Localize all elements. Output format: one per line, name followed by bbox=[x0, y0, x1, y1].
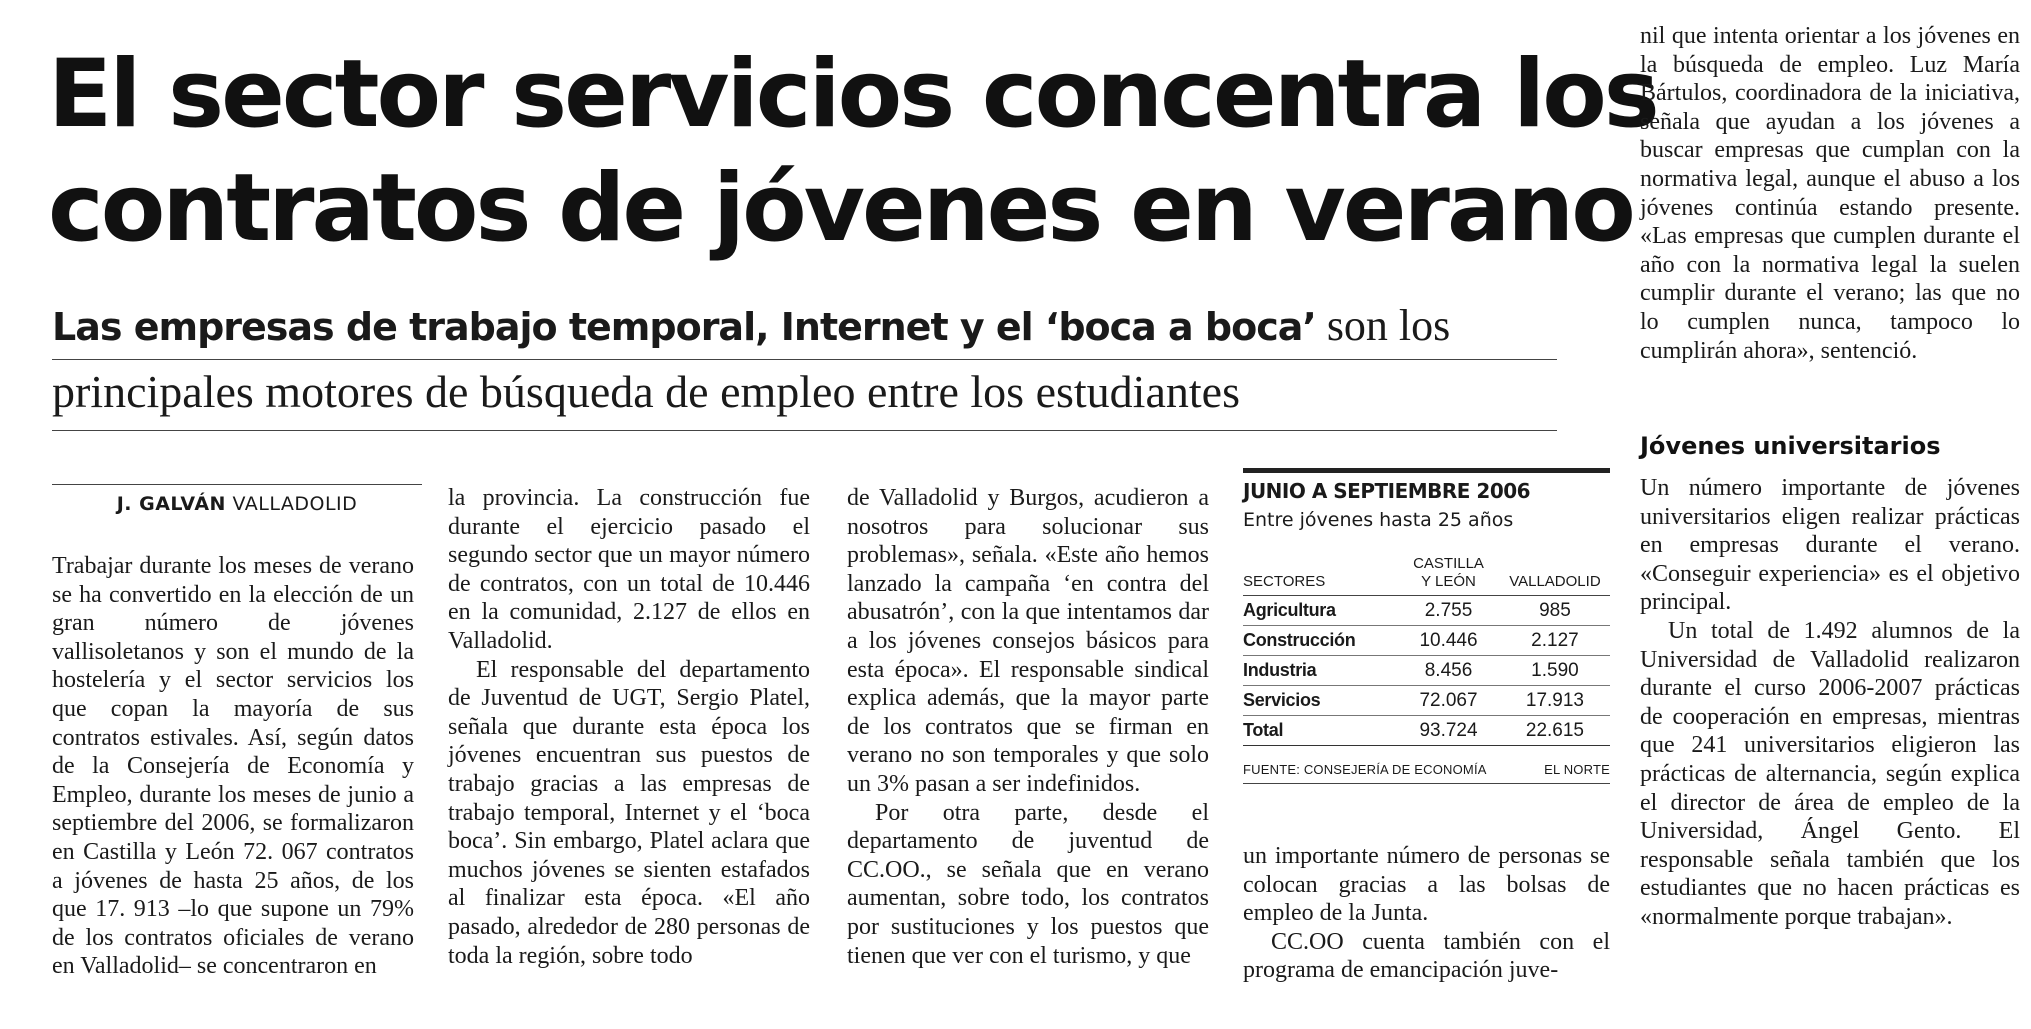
table-source bbox=[1243, 762, 1610, 784]
header-y-leon: Y LEÓN bbox=[1421, 573, 1476, 590]
cell-castilla-leon: 2.755 bbox=[1397, 596, 1500, 626]
paragraph: un importante número de personas se colocan gracias a las bolsas de empleo de la Junta. bbox=[1243, 843, 1610, 927]
section-heading: Jóvenes universitarios bbox=[1640, 432, 1941, 460]
row-label: Agricultura bbox=[1243, 596, 1397, 626]
table-row bbox=[1243, 596, 1610, 626]
subheadline-bold: Las empresas de trabajo temporal, Internet y el ‘boca a boca’ bbox=[52, 305, 1316, 349]
paragraph: El responsable del departamento de Juventud de UGT, Sergio Platel, señala que durante esta época los jóvenes encuentran sus puestos de trabajo gracias a las empresas de trabajo temporal, Internet y el ‘boca boca’. Sin embargo, Platel aclara que muchos jóvenes se sienten estafados al finalizar esta época. «El año pasado, alrededor de 280 personas de toda la región, sobre todo bbox=[448, 656, 810, 969]
table-source-text: FUENTE: CONSEJERÍA DE ECONOMÍA bbox=[1243, 762, 1487, 777]
paragraph: de Valladolid y Burgos, acudieron a nosotros para solucionar sus problemas», señala. «Este año hemos lanzado la campaña ‘en contra del abusatrón’, con la que intentamos dar a los jóvenes consejos básicos para esta época». El responsable sindical explica además, que la mayor parte de los contratos que se firman en verano no son temporales y que solo un 3% pasan a ser indefinidos. bbox=[847, 485, 1209, 797]
cell-castilla-leon: 10.446 bbox=[1397, 626, 1500, 656]
subheadline-line-2: principales motores de búsqueda de empleo entre los estudiantes bbox=[52, 364, 1557, 431]
paragraph: Un total de 1.492 alumnos de la Universidad de Valladolid realizaron durante el curso 2006-2007 prácticas de cooperación en empresas, mientras que 241 universitarios eligieron las prácticas de alternancia, según explica el director de área de empleo de la Universidad, Ángel Gento. El responsable señala también que los estudiantes que no hacen prácticas es «normalmente porque trabajan». bbox=[1640, 617, 2020, 930]
table-row-total bbox=[1243, 716, 1610, 746]
table-credit: EL NORTE bbox=[1544, 762, 1610, 777]
headline bbox=[48, 38, 1657, 266]
paragraph: Trabajar durante los meses de verano se ha convertido en la elección de un gran número de jóvenes vallisoletanos y son el mundo de la hostelería y el sector servicios los que copan la mayoría de sus contratos estivales. Así, según datos de la Consejería de Economía y Empleo, durante los meses de junio a septiembre del 2006, se formalizaron en Castilla y León 72. 067 contratos a jóvenes de hasta 25 años, de los que 17. 913 –lo que supone un 79% de los contratos oficiales de verano en Valladolid– se concentraron en bbox=[52, 553, 414, 980]
table-row bbox=[1243, 656, 1610, 686]
table-row bbox=[1243, 686, 1610, 716]
cell-valladolid: 17.913 bbox=[1500, 686, 1610, 716]
contracts-table bbox=[1243, 555, 1610, 746]
subheadline-line-1 bbox=[52, 298, 1557, 360]
header-castilla-leon bbox=[1397, 555, 1500, 596]
article-column-5-bottom bbox=[1640, 474, 2020, 932]
cell-valladolid: 22.615 bbox=[1500, 716, 1610, 746]
article-column-2 bbox=[448, 484, 810, 970]
cell-castilla-leon: 93.724 bbox=[1397, 716, 1500, 746]
table-title: JUNIO A SEPTIEMBRE 2006 bbox=[1243, 479, 1531, 503]
article-column-5-top bbox=[1640, 22, 2020, 365]
cell-castilla-leon: 8.456 bbox=[1397, 656, 1500, 686]
cell-valladolid: 1.590 bbox=[1500, 656, 1610, 686]
paragraph: la provincia. La construcción fue durante el ejercicio pasado el segundo sector que un mayor número de contratos, con un total de 10.446 en la comunidad, 2.127 de ellos en Valladolid. bbox=[448, 485, 810, 654]
paragraph: CC.OO cuenta también con el programa de emancipación juve- bbox=[1243, 928, 1610, 984]
paragraph: Por otra parte, desde el departamento de juventud de CC.OO., se señala que en verano aumentan, sobre todo, los contratos por sustituciones y los puestos que tienen que ver con el turismo, y que bbox=[847, 799, 1209, 969]
paragraph: Un número importante de jóvenes universitarios eligen realizar prácticas en empresas durante el verano. «Conseguir experiencia» es el objetivo principal. bbox=[1640, 475, 2020, 616]
cell-valladolid: 985 bbox=[1500, 596, 1610, 626]
table-subtitle: Entre jóvenes hasta 25 años bbox=[1243, 509, 1514, 531]
cell-valladolid: 2.127 bbox=[1500, 626, 1610, 656]
article-column-1 bbox=[52, 552, 414, 981]
table-header-row bbox=[1243, 555, 1610, 596]
paragraph: nil que intenta orientar a los jóvenes en la búsqueda de empleo. Luz María Bártulos, coordinadora de la iniciativa, señala que ayudan a los jóvenes a buscar empresas que cumplan con la normativa legal, aunque el abuso a los jóvenes continúa estando presente. «Las empresas que cumplen durante el año con la normativa legal la suelen cumplir durante el verano; las que no lo cumplen nunca, tampoco lo cumplirán ahora», sentenció. bbox=[1640, 23, 2020, 364]
byline-city: VALLADOLID bbox=[225, 493, 358, 515]
row-label: Construcción bbox=[1243, 626, 1397, 656]
article-column-4 bbox=[1243, 842, 1610, 985]
cell-castilla-leon: 72.067 bbox=[1397, 686, 1500, 716]
headline-line-2: contratos de jóvenes en verano bbox=[48, 154, 1633, 263]
byline bbox=[52, 484, 422, 515]
headline-line-1: El sector servicios concentra los bbox=[48, 40, 1657, 149]
article-column-3 bbox=[847, 484, 1209, 970]
row-label: Servicios bbox=[1243, 686, 1397, 716]
row-label: Industria bbox=[1243, 656, 1397, 686]
byline-author: J. GALVÁN bbox=[116, 493, 226, 515]
header-sectores: SECTORES bbox=[1243, 555, 1397, 596]
data-table-box bbox=[1243, 468, 1610, 784]
table-row bbox=[1243, 626, 1610, 656]
subheadline-normal: son los bbox=[1315, 301, 1451, 350]
row-label: Total bbox=[1243, 716, 1397, 746]
header-valladolid: VALLADOLID bbox=[1500, 555, 1610, 596]
header-castilla: CASTILLA bbox=[1413, 555, 1484, 572]
